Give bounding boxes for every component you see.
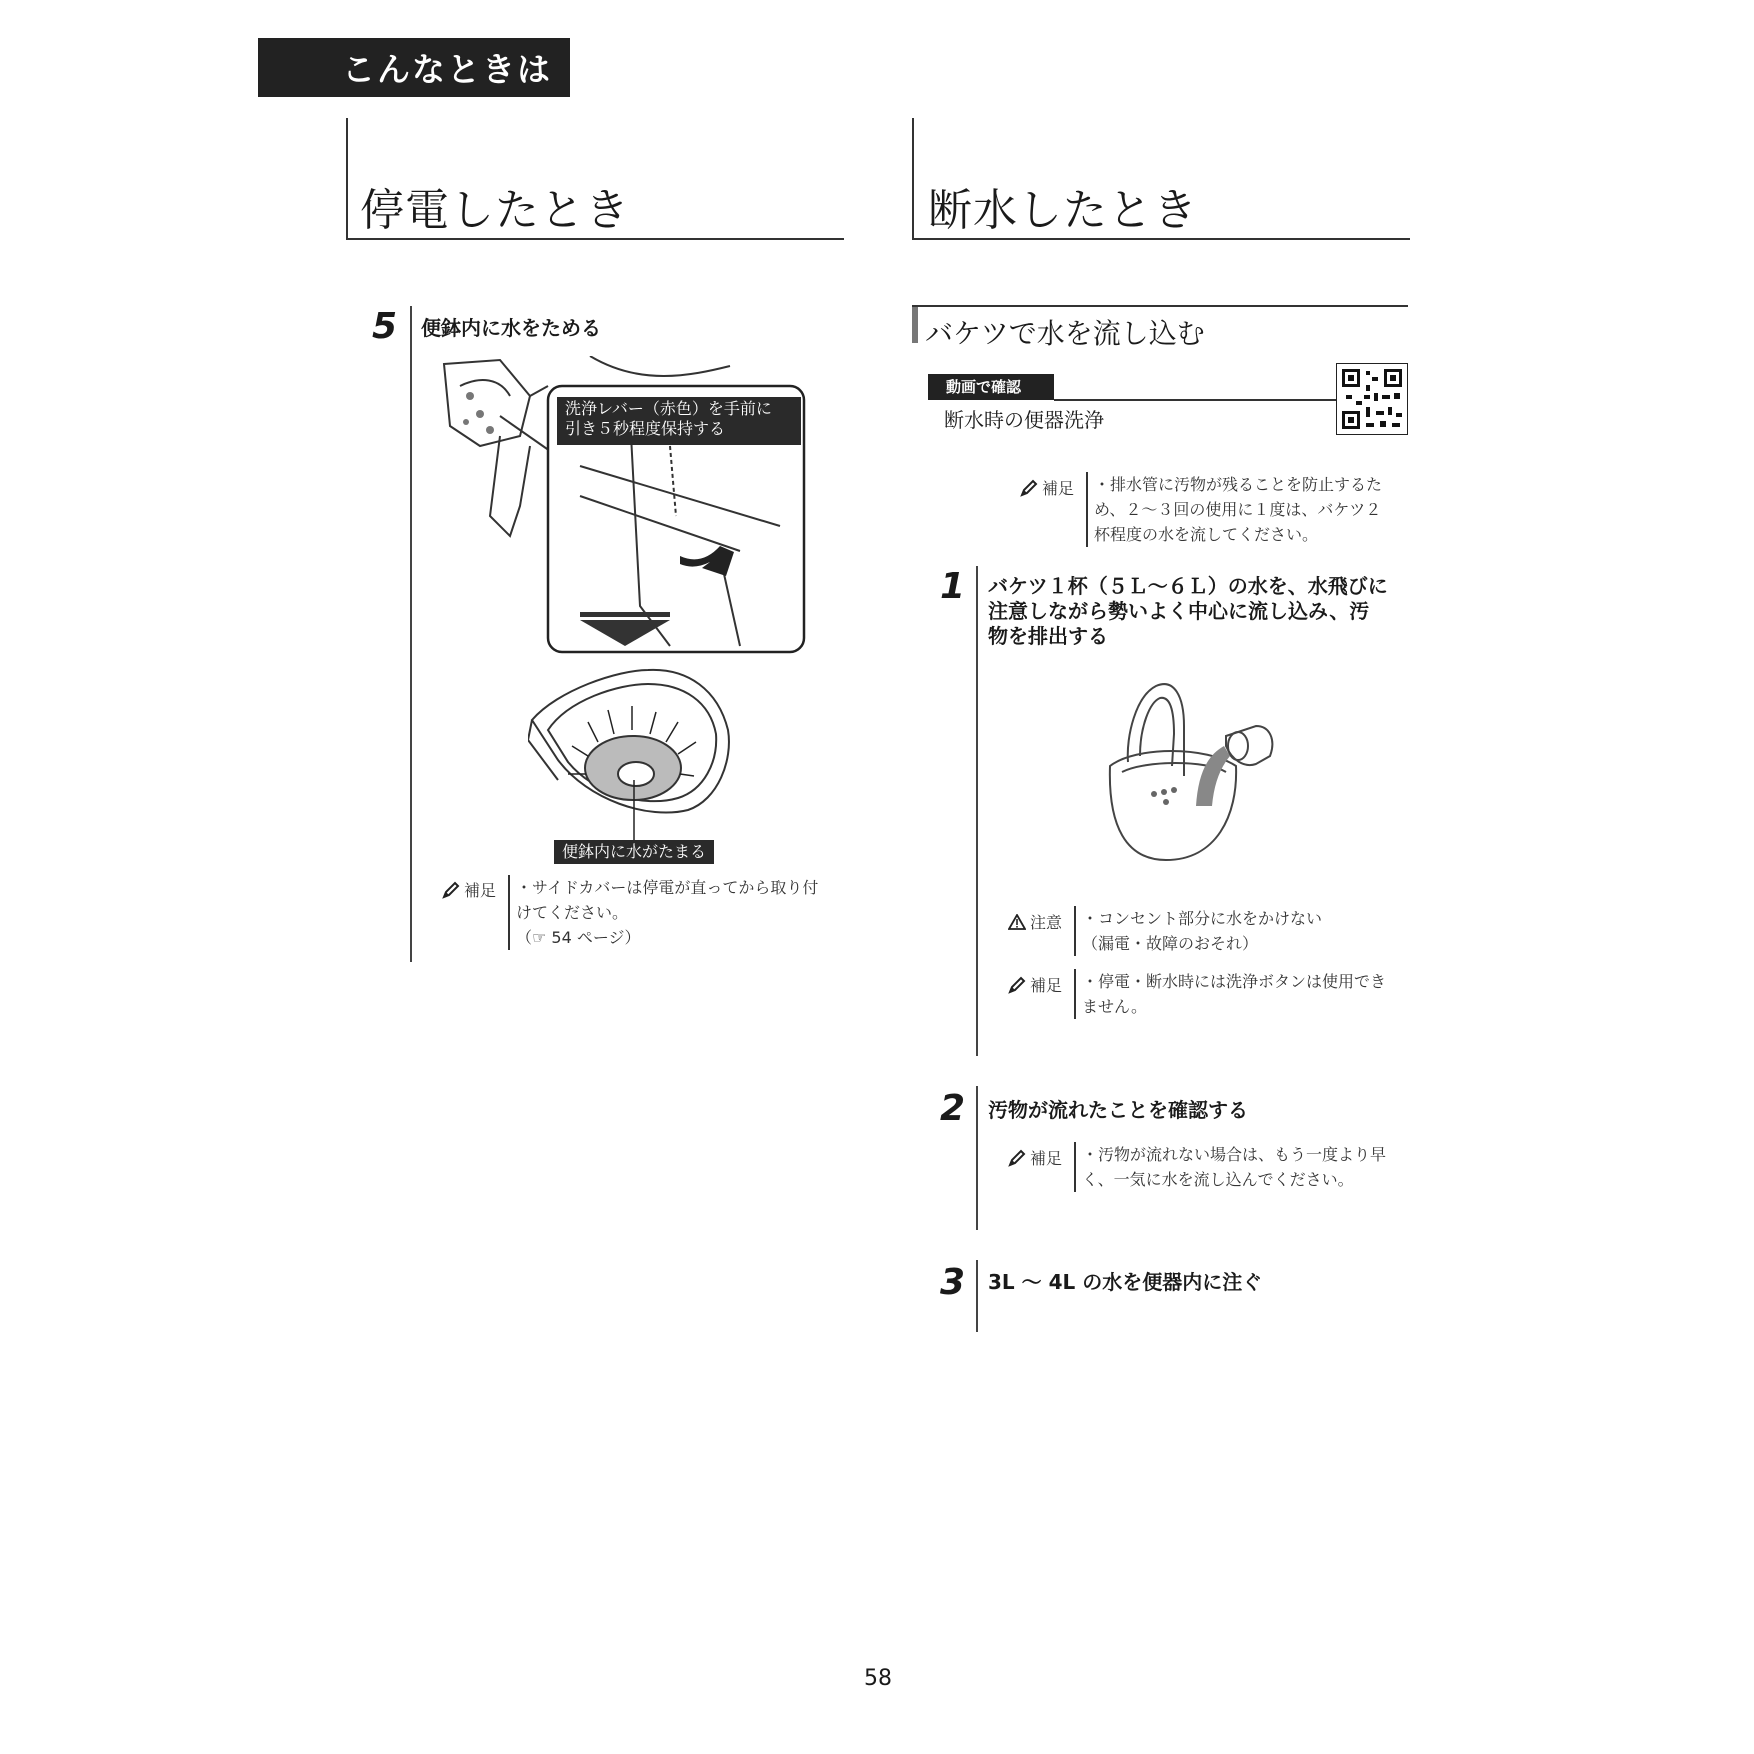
left-note-label-text: 補足 [464,881,497,900]
left-page-title: 停電したとき [360,185,630,236]
step-2-number: 2 [940,1088,966,1129]
step-2-note-label [1008,1146,1062,1169]
step-1-text: バケツ１杯（５Ｌ～６Ｌ）の水を、水飛びに 注意しながら勢いよく中心に流し込み、汚 物を排出する [988,574,1388,648]
lever-callout: 洗浄レバー（赤色）を手前に 引き５秒程度保持する [557,397,801,445]
pencil-icon [442,881,460,899]
top-note-label-text: 補足 [1042,479,1075,498]
bowl-caption: 便鉢内に水がたまる [554,840,714,864]
caution-label [1008,910,1062,933]
pencil-icon [1008,976,1026,994]
step-1-note-body: ・停電・断水時には洗浄ボタンは使用でき ません。 [1074,969,1412,1019]
step-1-number: 1 [940,566,966,607]
top-note-label [1020,476,1074,499]
step-1-note-label-text: 補足 [1030,976,1063,995]
right-page-title: 断水したとき [928,185,1198,236]
step-5-number: 5 [372,306,398,347]
down-arrow-icon [580,612,670,646]
video-title[interactable]: 断水時の便器洗浄 [944,408,1104,432]
subtitle-bar [912,307,918,343]
bucket-illustration [1106,676,1286,866]
step-3-bar [976,1260,978,1332]
left-note-label [442,878,496,901]
step-1-bar [976,566,978,1056]
top-note-body: ・排水管に汚物が残ることを防止するた め、２～３回の使用に１度は、バケツ２ 杯程度の水を流してください。 [1086,472,1414,547]
caution-label-text: 注意 [1030,913,1063,932]
step-1-note-label [1008,973,1062,996]
step-3-number: 3 [940,1262,966,1303]
caution-body: ・コンセント部分に水をかけない （漏電・故障のおそれ） [1074,906,1402,956]
page-number: 58 [864,1666,892,1691]
subtitle-rule [912,305,1408,307]
step-2-note-label-text: 補足 [1030,1149,1063,1168]
video-rule [1054,399,1336,401]
step-5-text: 便鉢内に水をためる [421,316,601,340]
bowl-illustration [528,650,738,840]
video-badge[interactable]: 動画で確認 [928,374,1054,400]
step-5-bar [410,306,412,962]
qr-code-icon[interactable] [1336,363,1408,435]
step-3-text: 3L ～ 4L の水を便器内に注ぐ [988,1270,1263,1294]
right-subtitle: バケツで水を流し込む [925,317,1205,350]
pencil-icon [1008,1149,1026,1167]
step-2-bar [976,1086,978,1230]
section-tab: こんなときは [258,38,570,97]
step-2-text: 汚物が流れたことを確認する [988,1098,1248,1122]
warning-icon [1008,914,1026,930]
step-2-note-body: ・汚物が流れない場合は、もう一度より早 く、一気に水を流し込んでください。 [1074,1142,1412,1192]
pencil-icon [1020,479,1038,497]
left-note-body: ・サイドカバーは停電が直ってから取り付 けてください。 （☞ 54 ページ） [508,875,836,950]
